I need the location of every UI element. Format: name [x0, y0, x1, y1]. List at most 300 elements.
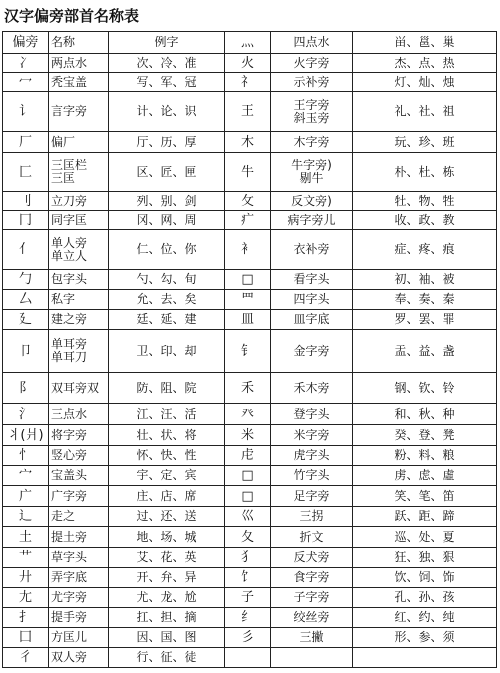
name-cell-2: [271, 486, 353, 507]
name-cell-2: [271, 588, 353, 608]
name-cell-2: [271, 211, 353, 230]
cell-text: 三匡栏: [51, 158, 88, 172]
cell-text: 礻: [240, 74, 254, 90]
table-row: [3, 568, 497, 588]
name-cell: [49, 310, 109, 330]
cell-text: 勺、勾、旬: [136, 272, 197, 286]
cell-text: 攵: [240, 193, 254, 209]
cell-text: 艾、花、英: [136, 550, 197, 564]
cell-text: 跃、距、蹄: [394, 509, 455, 523]
cell-text: 土: [18, 529, 32, 545]
radical-cell: [3, 54, 49, 73]
cell-text: 冂: [18, 212, 32, 228]
name-cell-2: [271, 270, 353, 290]
examples-cell-2: [353, 404, 497, 425]
cell-text: 食字旁: [293, 570, 330, 584]
cell-text: 折文: [299, 529, 324, 544]
examples-cell-2: [353, 608, 497, 628]
cell-text: 饮、饲、饰: [394, 570, 455, 584]
name-cell: [49, 608, 109, 628]
cell-text: 偏厂: [51, 134, 76, 149]
examples-cell-2: [353, 290, 497, 310]
radical-cell-2: [225, 446, 271, 466]
cell-text: 阝: [18, 380, 32, 396]
cell-text: 庄、店、席: [136, 488, 197, 503]
name-cell-2: [271, 290, 353, 310]
cell-text: 衤: [240, 242, 254, 257]
examples-cell-2: [353, 588, 497, 608]
cell-text: 次、冷、准: [136, 55, 197, 70]
name-cell-2: [271, 608, 353, 628]
cell-text: 匚: [18, 164, 32, 180]
cell-text: 草字头: [51, 550, 88, 564]
header-cell-examples-2: 畄、邕、巢: [353, 32, 497, 54]
examples-cell: [109, 446, 225, 466]
table-row: [3, 608, 497, 628]
examples-cell: [109, 507, 225, 527]
name-cell-2: [271, 425, 353, 446]
examples-cell: [109, 153, 225, 192]
table-row: [3, 270, 497, 290]
examples-cell: [109, 588, 225, 608]
examples-cell: [109, 404, 225, 425]
radical-cell-2: [225, 132, 271, 153]
cell-text: 广: [18, 488, 32, 504]
radical-cell-2: [225, 588, 271, 608]
cell-text: 竹字头: [293, 468, 330, 482]
cell-text: 两点水: [51, 55, 88, 70]
radical-cell-2: [225, 425, 271, 446]
radical-cell: [3, 92, 49, 132]
radical-cell-2: [225, 230, 271, 270]
examples-cell-2: [353, 230, 497, 270]
radical-cell: [3, 73, 49, 92]
cell-text: 亻: [18, 242, 32, 257]
examples-cell: [109, 92, 225, 132]
cell-text: 狂、独、狠: [394, 550, 455, 564]
name-cell: [49, 568, 109, 588]
radical-cell-2: [225, 608, 271, 628]
radical-cell: [3, 466, 49, 486]
cell-text: 尢: [18, 590, 32, 605]
cell-text: 允、去、矣: [136, 292, 197, 306]
cell-text: 疒: [240, 212, 254, 228]
name-cell: [49, 588, 109, 608]
name-cell: [49, 132, 109, 153]
cell-text: 提土旁: [51, 529, 88, 544]
examples-cell: [109, 73, 225, 92]
cell-text: 罒: [240, 292, 254, 307]
cell-text: 廴: [18, 312, 32, 327]
radical-cell-2: [225, 373, 271, 404]
cell-text: 刂: [18, 193, 32, 209]
cell-text: 开、弁、异: [136, 570, 197, 584]
name-cell-2: [271, 404, 353, 425]
examples-cell: [109, 527, 225, 548]
radical-cell-2: [225, 527, 271, 548]
examples-cell-2: [353, 92, 497, 132]
name-cell: [49, 446, 109, 466]
table-header-row: [3, 32, 497, 54]
radical-cell: [3, 568, 49, 588]
name-cell-2: [271, 373, 353, 404]
cell-text: 彡: [240, 630, 254, 645]
cell-text: 登字头: [293, 406, 330, 421]
cell-text: 区、匠、匣: [136, 164, 197, 179]
cell-text: 扌: [18, 610, 32, 625]
name-cell-2: [271, 132, 353, 153]
radical-cell-2: [225, 211, 271, 230]
cell-text: 初、袖、被: [394, 272, 455, 286]
radical-cell: [3, 628, 49, 648]
radical-cell-2: [225, 310, 271, 330]
table-row: [3, 73, 497, 92]
cell-text: 单耳旁: [51, 337, 88, 351]
examples-cell: [109, 330, 225, 373]
name-cell-2: [271, 310, 353, 330]
table-row: [3, 230, 497, 270]
cell-text: 仁、位、你: [136, 242, 197, 256]
table-row: [3, 548, 497, 568]
examples-cell-2: [353, 310, 497, 330]
table-row: [3, 132, 497, 153]
radical-cell: [3, 310, 49, 330]
cell-text: 红、约、纯: [394, 610, 455, 624]
header-cell-radical: 偏旁: [3, 32, 49, 54]
name-cell-2: [271, 330, 353, 373]
examples-cell-2: [353, 648, 497, 668]
examples-cell-2: [353, 153, 497, 192]
table-row: [3, 92, 497, 132]
cell-text: 饣: [240, 570, 254, 585]
radical-cell-2: [225, 290, 271, 310]
cell-text: 禾木旁: [293, 380, 330, 395]
cell-text: 竖心旁: [51, 448, 88, 462]
name-cell-2: [271, 153, 353, 192]
cell-text: 同字匡: [51, 212, 88, 227]
examples-cell: [109, 373, 225, 404]
radical-cell: [3, 373, 49, 404]
name-cell-2: [271, 92, 353, 132]
cell-text: 三点水: [51, 406, 88, 421]
radical-table: [2, 31, 497, 668]
cell-text: 行、征、徒: [136, 650, 197, 664]
cell-text: 米: [240, 427, 254, 443]
name-cell-2: [271, 192, 353, 211]
cell-text: 宇、定、宾: [136, 468, 197, 482]
examples-cell-2: [353, 54, 497, 73]
name-cell: [49, 486, 109, 507]
examples-cell-2: [353, 270, 497, 290]
cell-text: 双耳旁双: [51, 380, 100, 395]
cell-text: 四字头: [293, 292, 330, 306]
cell-text: 写、军、冠: [136, 74, 197, 89]
header-cell-examples: 例字: [109, 32, 225, 54]
cell-text: 玩、珍、班: [394, 134, 455, 149]
cell-text: □: [241, 272, 254, 287]
examples-cell-2: [353, 466, 497, 486]
cell-text: 癸、登、凳: [394, 427, 455, 442]
examples-cell: [109, 310, 225, 330]
cell-text: 廷、延、建: [136, 312, 197, 326]
cell-text: 广字旁: [51, 488, 88, 503]
cell-text: 奉、奏、秦: [394, 292, 455, 306]
examples-cell-2: [353, 73, 497, 92]
header-cell-name: 名称: [49, 32, 109, 54]
table-row: [3, 192, 497, 211]
cell-text: 夂: [240, 529, 254, 545]
cell-text: 提手旁: [51, 610, 88, 624]
cell-text: 因、国、图: [136, 630, 197, 644]
cell-text: 讠: [18, 104, 32, 119]
cell-text: 绞丝旁: [293, 610, 330, 624]
examples-cell-2: [353, 211, 497, 230]
cell-text: 反犬旁: [293, 550, 330, 564]
cell-text: 将字旁: [51, 427, 88, 442]
examples-cell: [109, 54, 225, 73]
radical-cell: [3, 527, 49, 548]
examples-cell: [109, 548, 225, 568]
table-row: [3, 330, 497, 373]
cell-text: 王: [240, 104, 254, 119]
table-body: [3, 32, 497, 668]
name-cell-2: [271, 230, 353, 270]
examples-cell: [109, 192, 225, 211]
cell-text: 木字旁: [293, 134, 330, 149]
name-cell: [49, 54, 109, 73]
name-cell: [49, 373, 109, 404]
cell-text: 孔、孙、孩: [394, 590, 455, 604]
name-cell: [49, 466, 109, 486]
radical-cell: [3, 192, 49, 211]
radical-cell-2: [225, 330, 271, 373]
cell-text: 巛: [240, 509, 254, 524]
cell-text: 足字旁: [293, 488, 330, 503]
cell-text: 廾: [18, 570, 32, 585]
cell-text: 王字旁: [293, 97, 330, 112]
examples-cell: [109, 211, 225, 230]
cell-text: 冈、网、周: [136, 212, 197, 227]
name-cell-2: [271, 568, 353, 588]
cell-text: 走之: [51, 509, 76, 523]
name-cell-2: [271, 54, 353, 73]
examples-cell-2: [353, 568, 497, 588]
name-cell: [49, 192, 109, 211]
header-cell-name-2: 四点水: [271, 32, 353, 54]
table-row: [3, 425, 497, 446]
examples-cell-2: [353, 425, 497, 446]
radical-cell-2: [225, 73, 271, 92]
cell-text: 彳: [18, 650, 32, 665]
cell-text: 尤、龙、尬: [136, 590, 197, 604]
cell-text: 私字: [51, 292, 76, 306]
cell-text: 辶: [18, 509, 32, 524]
radical-cell-2: [225, 192, 271, 211]
examples-cell: [109, 290, 225, 310]
name-cell: [49, 153, 109, 192]
cell-text: 扛、担、摘: [136, 610, 197, 624]
cell-text: 氵: [18, 406, 32, 422]
examples-cell: [109, 608, 225, 628]
examples-cell-2: [353, 527, 497, 548]
radical-cell-2: [225, 466, 271, 486]
cell-text: 犭: [240, 550, 254, 565]
cell-text: 过、还、送: [136, 509, 197, 523]
cell-text: 列、别、剑: [136, 193, 197, 208]
radical-cell-2: [225, 507, 271, 527]
table-row: [3, 466, 497, 486]
radical-cell: [3, 425, 49, 446]
name-cell: [49, 73, 109, 92]
name-cell: [49, 404, 109, 425]
name-cell-2: [271, 466, 353, 486]
examples-cell-2: [353, 373, 497, 404]
cell-text: 纟: [240, 610, 254, 625]
cell-text: 癶: [240, 406, 254, 422]
name-cell: [49, 628, 109, 648]
cell-text: 方匡儿: [51, 630, 88, 644]
cell-text: 金字旁: [293, 343, 330, 358]
table-row: [3, 54, 497, 73]
name-cell-2: [271, 548, 353, 568]
cell-text: 尤字旁: [51, 590, 88, 604]
cell-text: 忄: [18, 448, 32, 463]
radical-cell-2: [225, 270, 271, 290]
radical-cell-2: [225, 486, 271, 507]
cell-text: 罗、罢、罪: [394, 312, 455, 326]
examples-cell-2: [353, 548, 497, 568]
name-cell: [49, 270, 109, 290]
radical-cell-2: [225, 628, 271, 648]
examples-cell: [109, 628, 225, 648]
cell-text: 冫: [18, 55, 32, 71]
cell-text: 皿: [240, 312, 254, 327]
cell-text: 朴、杜、栋: [394, 164, 455, 179]
cell-text: 形、参、须: [394, 630, 455, 644]
table-row: [3, 486, 497, 507]
name-cell: [49, 330, 109, 373]
name-cell-2: [271, 527, 353, 548]
radical-cell-2: [225, 404, 271, 425]
radical-cell-2: [225, 54, 271, 73]
cell-text: 钢、钦、铃: [394, 380, 455, 395]
cell-text: 地、场、城: [136, 529, 197, 544]
table-row: [3, 373, 497, 404]
table-row: [3, 153, 497, 192]
cell-text: 子: [240, 590, 254, 605]
cell-text: 厂: [18, 134, 32, 150]
cell-text: 盂、益、盏: [394, 343, 455, 358]
cell-text: 宀: [18, 468, 32, 483]
cell-text: □: [241, 488, 254, 504]
cell-text: 壮、状、将: [136, 427, 197, 442]
cell-text: 示补旁: [293, 74, 330, 89]
table-row: [3, 446, 497, 466]
name-cell-2: [271, 628, 353, 648]
examples-cell: [109, 466, 225, 486]
examples-cell-2: [353, 330, 497, 373]
name-cell: [49, 211, 109, 230]
examples-cell: [109, 648, 225, 668]
cell-text: 和、秋、种: [394, 406, 455, 421]
table-row: [3, 507, 497, 527]
cell-text: 单耳刀: [51, 350, 88, 364]
cell-text: 粉、料、粮: [394, 448, 455, 462]
cell-text: 木: [240, 134, 254, 150]
cell-text: 怀、快、性: [136, 448, 197, 462]
radical-cell: [3, 507, 49, 527]
table-row: [3, 628, 497, 648]
document-title: 汉字偏旁部首名称表: [4, 7, 140, 25]
table-row: [3, 404, 497, 425]
examples-cell: [109, 132, 225, 153]
cell-text: 巡、处、夏: [394, 529, 455, 544]
cell-text: 火字旁: [293, 55, 330, 70]
radical-cell: [3, 486, 49, 507]
header-cell-radical-2: 灬: [225, 32, 271, 54]
name-cell-2: [271, 73, 353, 92]
name-cell-2: [271, 507, 353, 527]
radical-cell: [3, 270, 49, 290]
examples-cell-2: [353, 628, 497, 648]
radical-cell: [3, 153, 49, 192]
radical-cell-2: [225, 568, 271, 588]
name-cell: [49, 507, 109, 527]
radical-cell: [3, 608, 49, 628]
cell-text: 牛字旁): [291, 158, 332, 172]
cell-text: 单人旁: [51, 235, 88, 250]
cell-text: 三拐: [299, 509, 324, 523]
name-cell: [49, 527, 109, 548]
cell-text: 江、汪、活: [136, 406, 197, 421]
cell-text: 囗: [18, 630, 32, 645]
name-cell-2: [271, 648, 353, 668]
table-row: [3, 527, 497, 548]
cell-text: 包字头: [51, 272, 88, 286]
cell-text: 礼、社、祖: [394, 104, 455, 118]
cell-text: 皿字底: [293, 312, 330, 326]
cell-text: 米字旁: [293, 427, 330, 442]
cell-text: 牡、物、牲: [394, 193, 455, 208]
name-cell: [49, 548, 109, 568]
radical-cell: [3, 588, 49, 608]
cell-text: 言字旁: [51, 104, 88, 118]
radical-cell: [3, 446, 49, 466]
name-cell: [49, 92, 109, 132]
cell-text: 三匡: [51, 171, 76, 185]
cell-text: 灯、灿、烛: [394, 74, 455, 89]
cell-text: 计、论、识: [136, 104, 197, 118]
examples-cell: [109, 270, 225, 290]
cell-text: 宝盖头: [51, 468, 88, 482]
cell-text: 杰、点、热: [394, 55, 455, 70]
radical-cell: [3, 230, 49, 270]
examples-cell: [109, 486, 225, 507]
cell-text: 剔牛: [299, 171, 324, 185]
cell-text: 厶: [18, 292, 32, 307]
examples-cell-2: [353, 192, 497, 211]
name-cell: [49, 290, 109, 310]
cell-text: 勹: [18, 272, 32, 287]
cell-text: 丬(爿): [7, 427, 44, 443]
cell-text: 钅: [240, 343, 254, 359]
cell-text: 症、疼、痕: [394, 242, 455, 256]
cell-text: 防、阻、院: [136, 380, 197, 395]
radical-cell: [3, 648, 49, 668]
examples-cell: [109, 425, 225, 446]
table-row: [3, 211, 497, 230]
examples-cell-2: [353, 446, 497, 466]
